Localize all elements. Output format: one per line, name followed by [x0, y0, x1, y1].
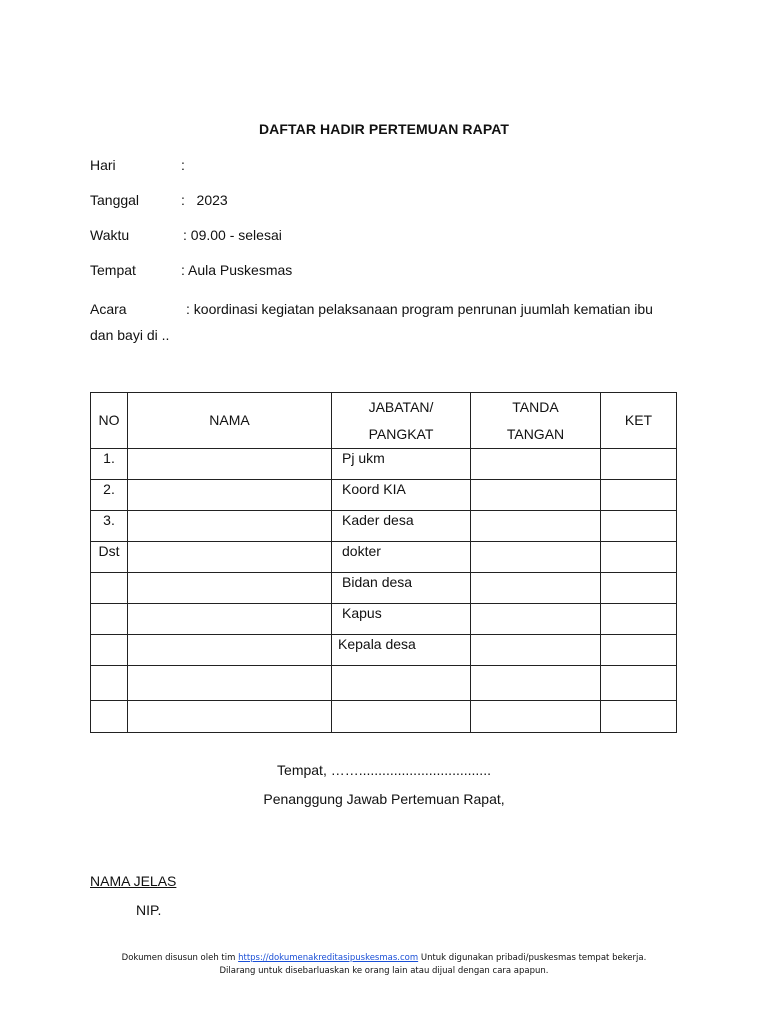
signature-name: NAMA JELAS: [90, 873, 177, 889]
field-hari-value: :: [181, 157, 185, 173]
table-row: [91, 604, 677, 635]
row-no: 2.: [91, 480, 128, 511]
row-no: 1.: [91, 449, 128, 480]
row-ket: [601, 449, 677, 480]
row-jabatan: dokter: [332, 542, 471, 573]
table-row: [91, 666, 677, 701]
row-ket: [601, 635, 677, 666]
row-nama: [128, 666, 332, 701]
footer-line-1: [0, 952, 768, 965]
table-row: [91, 635, 677, 666]
row-tanda-tangan: [471, 666, 601, 701]
header-jabatan: [332, 393, 471, 449]
row-tanda-tangan: [471, 449, 601, 480]
header-jabatan-line1: JABATAN/: [368, 398, 434, 415]
row-ket: [601, 604, 677, 635]
field-waktu-value: : 09.00 - selesai: [183, 227, 282, 243]
footer-line-2: Dilarang untuk disebarluaskan ke orang lain atau dijual dengan cara apapun.: [219, 966, 549, 976]
table-row: [91, 480, 677, 511]
row-nama: [128, 604, 332, 635]
row-jabatan: Kepala desa: [332, 635, 471, 666]
row-jabatan: [332, 701, 471, 733]
row-nama: [128, 542, 332, 573]
field-tempat-value: : Aula Puskesmas: [181, 262, 293, 278]
table-row: [91, 573, 677, 604]
row-tanda-tangan: [471, 573, 601, 604]
row-tanda-tangan: [471, 701, 601, 733]
field-waktu-label: Waktu: [90, 227, 130, 243]
field-acara-value: : koordinasi kegiatan pelaksanaan program penrunan juumlah kematian ibu dan bayi di ..: [90, 301, 653, 343]
row-no: [91, 635, 128, 666]
row-tanda-tangan: [471, 542, 601, 573]
row-tanda-tangan: [471, 604, 601, 635]
signature-nip: NIP.: [136, 902, 162, 918]
row-no: [91, 573, 128, 604]
row-tanda-tangan: [471, 480, 601, 511]
header-tanda-line1: TANDA: [512, 398, 559, 415]
row-nama: [128, 511, 332, 542]
row-jabatan: Kader desa: [332, 511, 471, 542]
table-row: [91, 542, 677, 573]
header-no: NO: [91, 393, 128, 449]
field-acara: [90, 296, 680, 348]
row-ket: [601, 542, 677, 573]
header-ket: KET: [601, 393, 677, 449]
field-hari-label: Hari: [90, 157, 116, 173]
row-jabatan: Pj ukm: [332, 449, 471, 480]
header-nama: NAMA: [128, 393, 332, 449]
row-no: 3.: [91, 511, 128, 542]
row-no: [91, 604, 128, 635]
row-nama: [128, 701, 332, 733]
document-footer: [0, 952, 768, 978]
row-tanda-tangan: [471, 635, 601, 666]
footer-prefix: Dokumen disusun oleh tim: [121, 953, 239, 963]
row-tanda-tangan: [471, 511, 601, 542]
row-ket: [601, 573, 677, 604]
row-jabatan: Koord KIA: [332, 480, 471, 511]
field-tanggal-label: Tanggal: [90, 192, 140, 208]
footer-link[interactable]: https://dokumenakreditasipuskesmas.com: [238, 953, 419, 963]
field-tanggal-value: : 2023: [181, 192, 228, 208]
row-nama: [128, 449, 332, 480]
closing-penanggung-jawab: Penanggung Jawab Pertemuan Rapat,: [263, 791, 505, 807]
row-nama: [128, 573, 332, 604]
table-row: [91, 701, 677, 733]
field-acara-label: Acara: [90, 301, 127, 317]
row-nama: [128, 635, 332, 666]
row-jabatan: [332, 666, 471, 701]
row-ket: [601, 666, 677, 701]
closing-tempat: Tempat, ……..................................: [277, 762, 491, 778]
row-nama: [128, 480, 332, 511]
table-row: [91, 449, 677, 480]
row-no: [91, 666, 128, 701]
row-ket: [601, 701, 677, 733]
header-jabatan-line2: PANGKAT: [368, 425, 434, 442]
row-ket: [601, 511, 677, 542]
field-tempat-label: Tempat: [90, 262, 136, 278]
header-tanda-tangan: [471, 393, 601, 449]
attendance-table: [90, 392, 677, 733]
row-jabatan: Kapus: [332, 604, 471, 635]
row-jabatan: Bidan desa: [332, 573, 471, 604]
table-row: [91, 511, 677, 542]
row-no: [91, 701, 128, 733]
row-no: Dst: [91, 542, 128, 573]
footer-suffix: Untuk digunakan pribadi/puskesmas tempat bekerja.: [418, 953, 647, 963]
document-title: DAFTAR HADIR PERTEMUAN RAPAT: [258, 121, 510, 137]
header-tanda-line2: TANGAN: [506, 425, 565, 442]
row-ket: [601, 480, 677, 511]
table-header-row: [91, 393, 677, 449]
